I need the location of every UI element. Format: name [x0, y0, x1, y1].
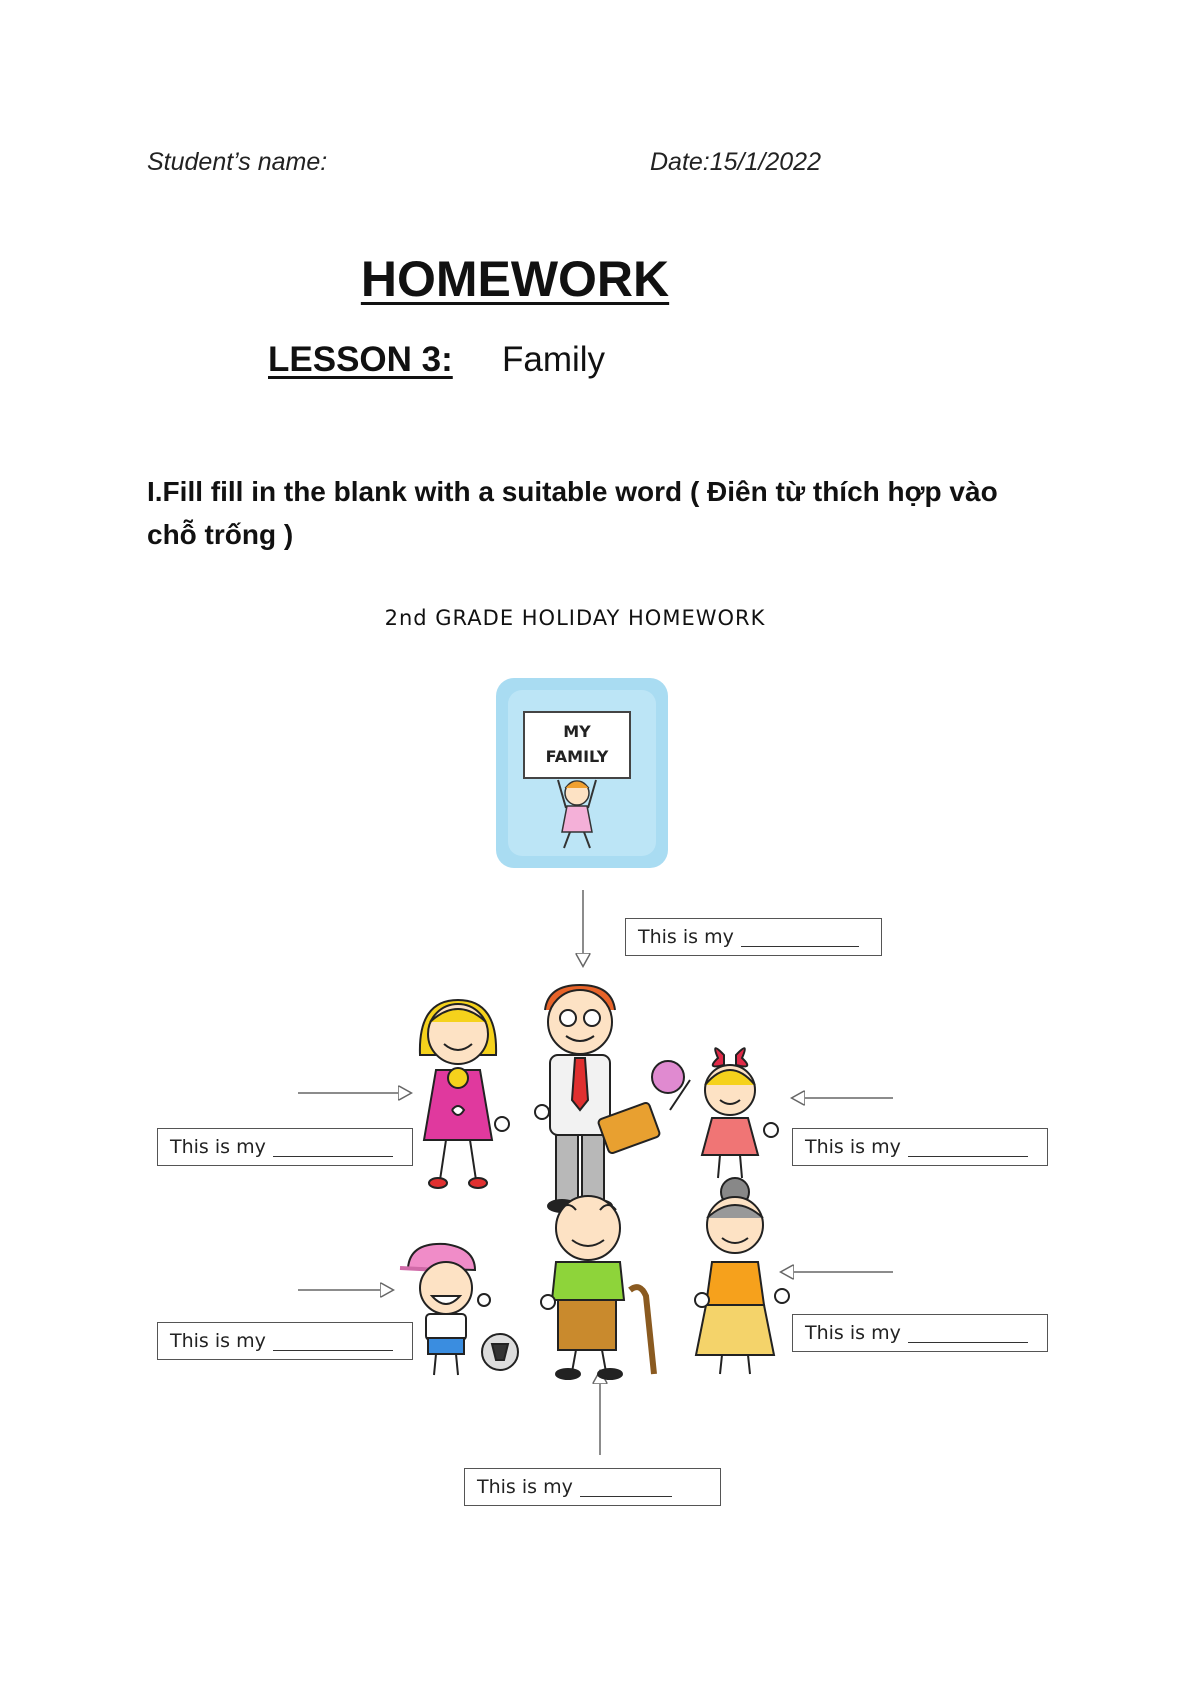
sign-board [524, 712, 630, 778]
answer-box-mom[interactable] [157, 1128, 413, 1166]
answer-blank[interactable] [580, 1478, 672, 1497]
student-name-label: Student’s name: [147, 148, 328, 176]
answer-box-sister[interactable] [792, 1128, 1048, 1166]
answer-prompt: This is my [477, 1476, 573, 1498]
answer-blank[interactable] [908, 1324, 1028, 1343]
answer-blank[interactable] [273, 1138, 393, 1157]
answer-prompt: This is my [638, 926, 734, 948]
answer-blank[interactable] [273, 1332, 393, 1351]
answer-prompt: This is my [170, 1330, 266, 1352]
answer-prompt: This is my [805, 1322, 901, 1344]
page-title: HOMEWORK [360, 251, 670, 307]
lesson-topic: Family [502, 340, 606, 379]
answer-prompt: This is my [805, 1136, 901, 1158]
answer-blank[interactable] [908, 1138, 1028, 1157]
answer-box-grandma[interactable] [792, 1314, 1048, 1352]
sign-text-line-2: FAMILY [545, 747, 609, 766]
answer-box-brother[interactable] [157, 1322, 413, 1360]
mom-figure-icon [420, 1000, 509, 1188]
lesson-label: LESSON 3: [268, 340, 453, 379]
answer-blank[interactable] [741, 928, 859, 947]
date-label: Date:15/1/2022 [650, 148, 821, 176]
grandpa-figure-icon [541, 1196, 654, 1379]
grandma-figure-icon [695, 1178, 789, 1374]
brother-figure-icon [400, 1244, 518, 1375]
answer-prompt: This is my [170, 1136, 266, 1158]
answer-box-dad[interactable] [625, 918, 882, 956]
sign-text-line-1: MY [563, 722, 591, 741]
my-family-picture [496, 678, 668, 868]
exercise-instruction: I.Fill fill in the blank with a suitable word ( Điên từ thích hợp vào chỗ trống ) [147, 476, 998, 550]
sister-figure-icon [652, 1048, 778, 1178]
dad-figure-icon [535, 985, 661, 1212]
worksheet-heading: 2nd GRADE HOLIDAY HOMEWORK [384, 606, 766, 630]
answer-box-grandpa[interactable] [464, 1468, 721, 1506]
